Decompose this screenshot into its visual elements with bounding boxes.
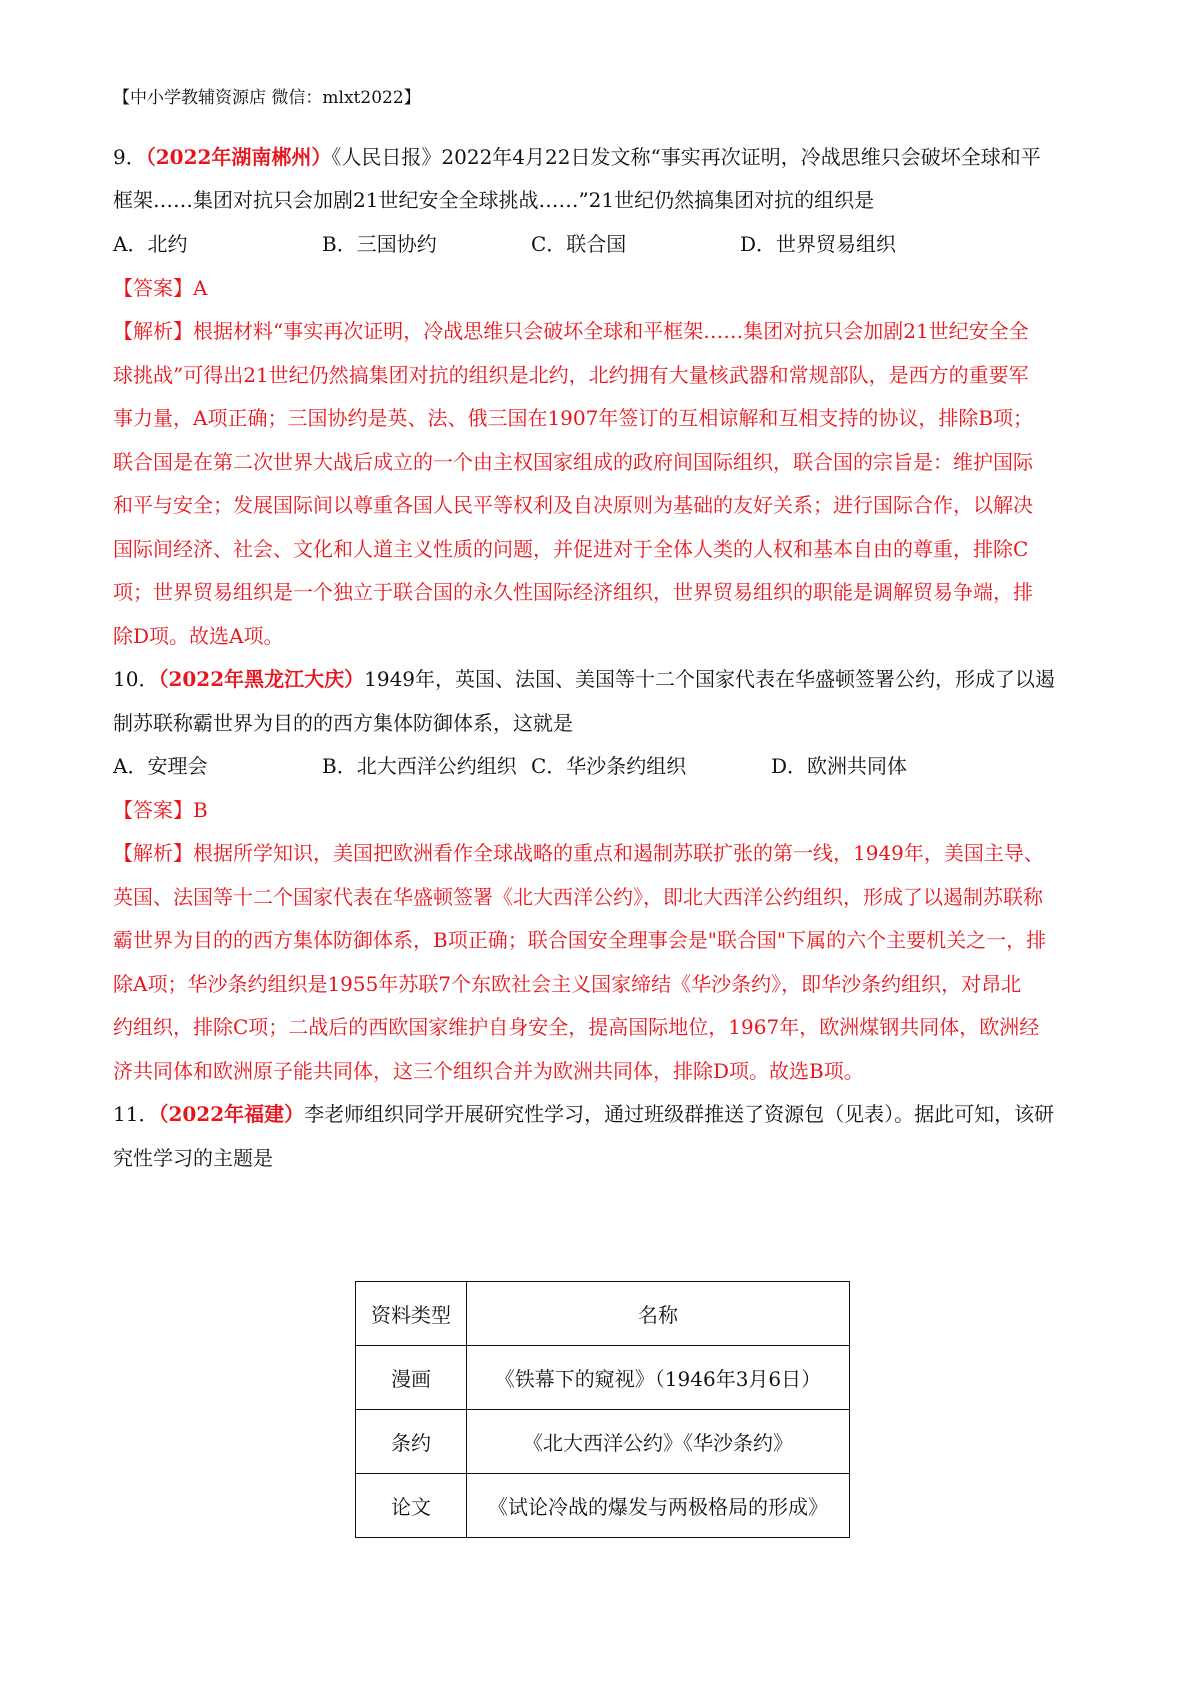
table-header-cell: 资料类型 (356, 1282, 467, 1346)
question-9-analysis-line: 事力量，A项正确；三国协约是英、法、俄三国在1907年签订的互相谅解和互相支持的协议，排除B项； (113, 406, 1034, 430)
table-cell-type: 漫画 (356, 1346, 467, 1410)
question-10-stem-line-1 (113, 665, 1055, 693)
answer-value: B (193, 798, 208, 822)
question-10-analysis-line: 济共同体和欧洲原子能共同体，这三个组织合并为欧洲共同体，排除D项。故选B项。 (113, 1059, 864, 1083)
answer-label: 【答案】 (113, 798, 193, 822)
question-9-analysis-line: 项；世界贸易组织是一个独立于联合国的永久性国际经济组织，世界贸易组织的职能是调解贸易争端，排 (113, 580, 1033, 604)
option-a: A．北约 (113, 232, 188, 256)
question-source: （2022年黑龙江大庆） (158, 667, 365, 691)
table-cell-name: 《铁幕下的窥视》（1946年3月6日） (467, 1346, 850, 1410)
question-text: 1949年，英国、法国、美国等十二个国家代表在华盛顿签署公约，形成了以遏 (364, 667, 1056, 691)
question-10-analysis-line: 【解析】根据所学知识，美国把欧洲看作全球战略的重点和遏制苏联扩张的第一线，1949年，美国主导、 (113, 841, 1044, 865)
table-row (356, 1474, 850, 1538)
question-9-analysis-line: 【解析】根据材料“事实再次证明，冷战思维只会破坏全球和平框架……集团对抗只会加剧21世纪安全全 (113, 319, 1029, 343)
question-9-analysis-line: 联合国是在第二次世界大战后成立的一个由主权国家组成的政府间国际组织，联合国的宗旨是：维护国际 (113, 450, 1033, 474)
question-number: 10． (113, 667, 159, 691)
option-d: D．欧洲共同体 (771, 754, 908, 778)
question-text: 《人民日报》2022年4月22日发文称“事实再次证明，冷战思维只会破坏全球和平 (331, 145, 1041, 169)
question-9-analysis-line: 和平与安全；发展国际间以尊重各国人民平等权利及自决原则为基础的友好关系；进行国际合作，以解决 (113, 493, 1033, 517)
question-10-analysis-line: 除A项；华沙条约组织是1955年苏联7个东欧社会主义国家缔结《华沙条约》，即华沙条约组织，对昂北 (113, 972, 1022, 996)
question-9-analysis-line: 国际间经济、社会、文化和人道主义性质的问题，并促进对于全体人类的人权和基本自由的尊重，排除C (113, 537, 1029, 561)
resource-table (355, 1281, 850, 1538)
option-b: B．三国协约 (322, 232, 437, 256)
table-row (356, 1410, 850, 1474)
question-9-options (113, 230, 1113, 258)
table-cell-name: 《北大西洋公约》《华沙条约》 (467, 1410, 850, 1474)
question-10-analysis-line: 霸世界为目的的西方集体防御体系，B项正确；联合国安全理事会是"联合国"下属的六个主要机关之一，排 (113, 928, 1047, 952)
option-c: C．华沙条约组织 (531, 754, 687, 778)
table-cell-type: 论文 (356, 1474, 467, 1538)
question-number: 11． (113, 1102, 159, 1126)
question-9-stem-line-2: 框架……集团对抗只会加剧21世纪安全全球挑战……”21世纪仍然搞集团对抗的组织是 (113, 188, 875, 212)
question-source: （2022年湖南郴州） (145, 145, 332, 169)
question-9-analysis-line: 除D项。故选A项。 (113, 624, 284, 648)
analysis-label: 【解析】 (113, 319, 193, 343)
question-9-answer (113, 274, 207, 302)
table-cell-name: 《试论冷战的爆发与两极格局的形成》 (467, 1474, 850, 1538)
question-10-options (113, 752, 1113, 780)
page-header: 【中小学教辅资源店 微信：mlxt2022】 (113, 88, 421, 108)
question-10-analysis-line: 约组织，排除C项；二战后的西欧国家维护自身安全，提高国际地位，1967年，欧洲煤钢共同体，欧洲经 (113, 1015, 1040, 1039)
question-number: 9． (113, 145, 146, 169)
option-a: A．安理会 (113, 754, 208, 778)
question-10-answer (113, 796, 208, 824)
question-9-analysis-line: 球挑战”可得出21世纪仍然搞集团对抗的组织是北约，北约拥有大量核武器和常规部队，是西方的重要军 (113, 363, 1029, 387)
answer-value: A (193, 276, 208, 300)
question-11-stem-line-2: 究性学习的主题是 (113, 1146, 273, 1170)
question-11-stem-line-1 (113, 1100, 1054, 1128)
answer-label: 【答案】 (113, 276, 193, 300)
table-row (356, 1346, 850, 1410)
question-10-stem-line-2: 制苏联称霸世界为目的的西方集体防御体系，这就是 (113, 711, 573, 735)
table-cell-type: 条约 (356, 1410, 467, 1474)
option-b: B．北大西洋公约组织 (322, 754, 517, 778)
question-10-analysis-line: 英国、法国等十二个国家代表在华盛顿签署《北大西洋公约》，即北大西洋公约组织，形成了以遏制苏联称 (113, 885, 1043, 909)
analysis-label: 【解析】 (113, 841, 193, 865)
question-text: 李老师组织同学开展研究性学习，通过班级群推送了资源包（见表）。据此可知，该研 (304, 1102, 1055, 1126)
question-source: （2022年福建） (158, 1102, 305, 1126)
option-c: C．联合国 (531, 232, 627, 256)
question-9-stem-line-1 (113, 143, 1041, 171)
table-header-cell: 名称 (467, 1282, 850, 1346)
table-header-row (356, 1282, 850, 1346)
option-d: D．世界贸易组织 (740, 232, 897, 256)
